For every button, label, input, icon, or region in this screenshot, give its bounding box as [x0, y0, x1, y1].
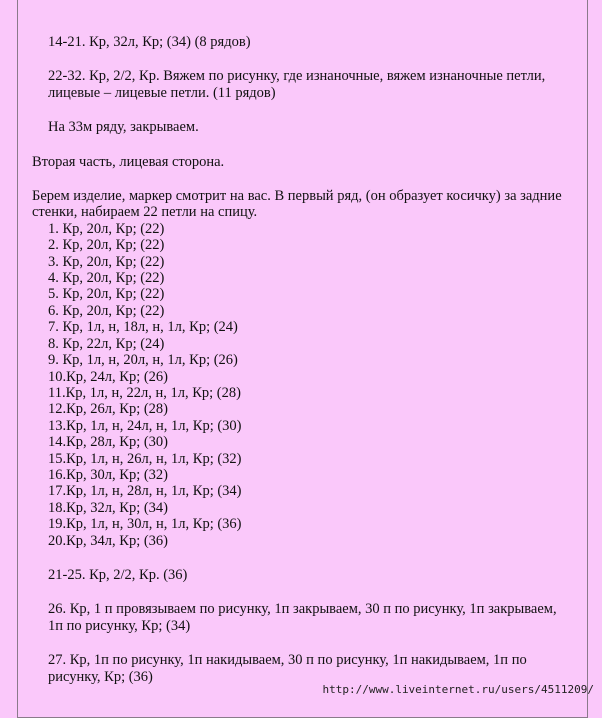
- list-item: 14.Кр, 28л, Кр; (30): [48, 434, 169, 451]
- list-item: 10.Кр, 24л, Кр; (26): [48, 368, 169, 385]
- paragraph-row-33: На 33м ряду, закрываем.: [48, 119, 199, 136]
- paragraph-rows-14-21: 14-21. Кр, 32л, Кр; (34) (8 рядов): [48, 34, 251, 50]
- list-item: 7. Кр, 1л, н, 18л, н, 1л, Кр; (24): [48, 319, 238, 336]
- list-item: 17.Кр, 1л, н, 28л, н, 1л, Кр; (34): [48, 483, 242, 500]
- section-title: Вторая часть, лицевая сторона.: [32, 153, 225, 170]
- list-item: 9. Кр, 1л, н, 20л, н, 1л, Кр; (26): [48, 352, 238, 369]
- section-intro: Берем изделие, маркер смотрит на вас. В первый ряд, (он образует косичку) за задние стенки, набираем 22 петли на спицу.: [32, 188, 562, 221]
- list-item: 11.Кр, 1л, н, 22л, н, 1л, Кр; (28): [48, 384, 241, 401]
- list-item: 2. Кр, 20л, Кр; (22): [48, 237, 165, 254]
- paragraph-row-27: 27. Кр, 1п по рисунку, 1п накидываем, 30 п по рисунку, 1п накидываем, 1п по рисунку, Кр; (36): [48, 652, 527, 685]
- paragraph-row-26: 26. Кр, 1 п провязываем по рисунку, 1п закрываем, 30 п по рисунку, 1п закрываем, 1п по рисунку, Кр; (34): [48, 601, 557, 634]
- list-item: 13.Кр, 1л, н, 24л, н, 1л, Кр; (30): [48, 417, 242, 434]
- paragraph-rows-22-32: 22-32. Кр, 2/2, Кр. Вяжем по рисунку, где изнаночные, вяжем изнаночные петли, лицевые – лицевые петли. (11 рядов): [48, 68, 546, 101]
- paragraph-rows-21-25: 21-25. Кр, 2/2, Кр. (36): [48, 566, 188, 583]
- list-item: 1. Кр, 20л, Кр; (22): [48, 220, 165, 237]
- list-item: 19.Кр, 1л, н, 30л, н, 1л, Кр; (36): [48, 516, 242, 533]
- rows-list: [32, 221, 572, 549]
- list-item: 16.Кр, 30л, Кр; (32): [48, 466, 169, 483]
- document-content: [32, 34, 572, 685]
- list-item: 15.Кр, 1л, н, 26л, н, 1л, Кр; (32): [48, 450, 242, 467]
- source-watermark: http://www.liveinternet.ru/users/4511209/: [322, 683, 594, 696]
- list-item: 20.Кр, 34л, Кр; (36): [48, 532, 169, 549]
- list-item: 5. Кр, 20л, Кр; (22): [48, 286, 165, 303]
- list-item: 4. Кр, 20л, Кр; (22): [48, 270, 165, 287]
- list-item: 3. Кр, 20л, Кр; (22): [48, 253, 165, 270]
- list-item: 18.Кр, 32л, Кр; (34): [48, 499, 169, 516]
- list-item: 12.Кр, 26л, Кр; (28): [48, 401, 169, 418]
- list-item: 6. Кр, 20л, Кр; (22): [48, 302, 165, 319]
- list-item: 8. Кр, 22л, Кр; (24): [48, 335, 165, 352]
